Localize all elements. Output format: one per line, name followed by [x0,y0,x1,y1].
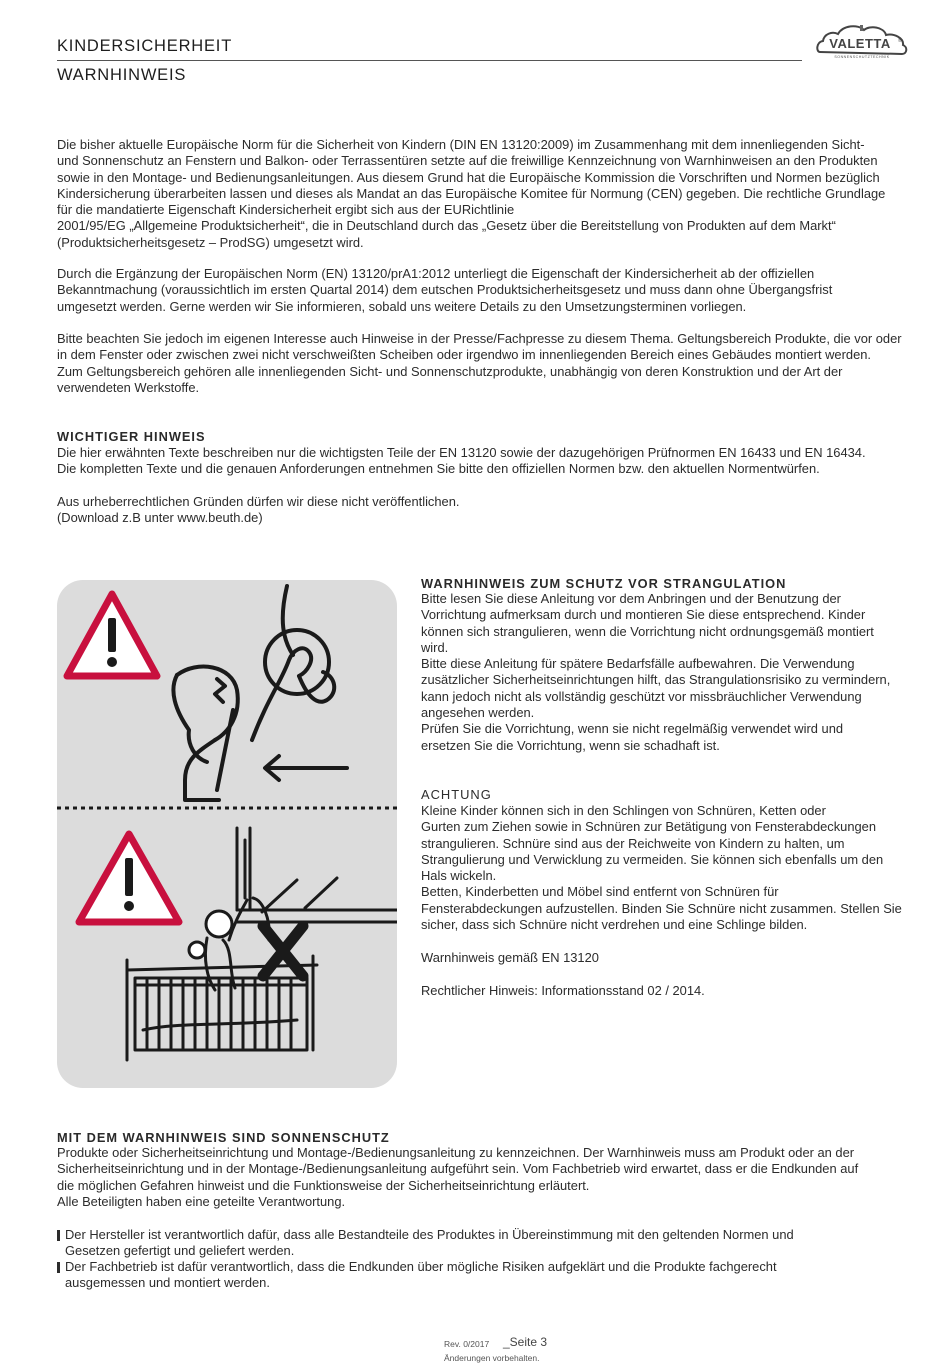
important-paragraph-2: Aus urheberrechtlichen Gründen dürfen wir diese nicht veröffentlichen. (Download z.B unter www.beuth.de) [57,494,460,526]
svg-text:®: ® [898,38,902,44]
bullet-marker [57,1230,60,1241]
legal-notice: Rechtlicher Hinweis: Informationsstand 02 / 2014. [421,983,705,998]
intro-paragraph-2: Durch die Ergänzung der Europäischen Norm (EN) 13120/prA1:2012 unterliegt die Eigenschaft der Kindersicherheit ab der offiziellen Bekanntmachung (voraussichtlich im ersten Quartal 2014) dem eutschen Produktsicherheitsgesetz und muss dann ohne Übergangsfrist umgesetzt werden. Gerne werden wir Sie informieren, sobald uns weitere Details zu den Umsetzungsterminen vorliegen. [57,266,833,314]
important-paragraph-1: Die hier erwähnten Texte beschreiben nur die wichtigsten Teile der EN 13120 sowie der dazugehörigen Prüfnormen EN 16433 und EN 16434. Die kompletten Texte und die genauen Anforderungen entnehmen Sie bitte den offiziellen Normen bzw. den aktuellen Normentwürfen. [57,445,866,477]
strangulation-text: Bitte lesen Sie diese Anleitung vor dem Anbringen und der Benutzung der Vorrichtung aufmerksam durch und montieren Sie diese entsprechend. Kinder können sich strangulieren, wenn die Vorrichtung nicht ordnungsgemäß montiert wird. Bitte diese Anleitung für spätere Bedarfsfälle aufbewahren. Die Verwendung zusätzlicher Sicherheitseinrichtungen hilft, das Strangulationsrisiko zu vermindern, kann jedoch nicht als vollständig geschützt vor missbräuchlicher Verwendung angesehen werden. Prüfen Sie die Vorrichtung, wenn sie nicht regelmäßig verwendet wird und ersetzen Sie die Vorrichtung, wenn sie schadhaft ist. [421,591,891,753]
bottom-heading: MIT DEM WARNHINWEIS SIND SONNENSCHUTZ [57,1130,390,1145]
page-subtitle: WARNHINWEIS [57,66,187,84]
page-number: _Seite 3 [503,1335,548,1349]
header-divider [57,60,802,61]
bullet-marker [57,1262,60,1273]
warning-triangle-icon [67,594,157,676]
attention-heading: ACHTUNG [421,787,492,802]
revision-label: Rev. 0/2017 [444,1339,490,1349]
bottom-paragraph: Produkte oder Sicherheitseinrichtung und Montage-/Bedienungsanleitung zu kennzeichnen. Der Warnhinweis muss am Produkt oder an der Sicherheitseinrichtung und in der Montage-/Bedienungsanleitung aufgeführt sein. Vom Fachbetrieb wird erwartet, dass er die Endkunden auf die möglichen Gefahren hinweist und die Funktionsweise der Sicherheitseinrichtung erläutert. Alle Beteiligten haben eine geteilte Verantwortung. [57,1145,859,1209]
norm-reference: Warnhinweis gemäß EN 13120 [421,950,599,965]
list-item: Der Fachbetrieb ist dafür verantwortlich, dass die Endkunden über mögliche Risiken aufgeklärt und die Produkte fachgerecht ausgemessen und montiert werden. [57,1259,925,1292]
svg-text:VALETTA: VALETTA [829,36,891,51]
svg-text:SONNENSCHUTZTECHNIK: SONNENSCHUTZTECHNIK [834,55,890,59]
child-strangulation-icon [173,586,347,800]
important-heading: WICHTIGER HINWEIS [57,429,206,444]
crib-window-icon [127,828,397,1060]
strangulation-heading: WARNHINWEIS ZUM SCHUTZ VOR STRANGULATION [421,576,787,591]
warning-triangle-icon-2 [79,834,179,922]
intro-paragraph-3: Bitte beachten Sie jedoch im eigenen Interesse auch Hinweise in der Presse/Fachpresse zu diesem Thema. Geltungsbereich Produkte, die vor oder in dem Fenster oder zwischen zwei nicht verschweißten Scheiben oder irgendwo im innenliegenden Bereich eines Gebäudes montiert werden. Zum Geltungsbereich gehören alle innenliegenden Sicht- und Sonnenschutzprodukte, unabhängig von deren Konstruktion und der Art der verwendeten Werkstoffe. [57,331,902,395]
footer-note: Änderungen vorbehalten. [444,1353,540,1363]
prohibited-x-icon [263,926,303,976]
list-item: Der Hersteller ist verantwortlich dafür, dass alle Bestandteile des Produktes in Übereinstimmung mit den geltenden Normen und Gesetzen gefertigt und geliefert werden. [57,1227,925,1260]
intro-paragraph-1: Die bisher aktuelle Europäische Norm für die Sicherheit von Kindern (DIN EN 13120:2009) im Zusammenhang mit dem innenliegenden Sicht- und Sonnenschutz an Fenstern und Balkon- oder Terrassentüren setzte auf die freiwillige Kennzeichnung von Warnhinweisen an den Produkten sowie in den Montage- und Bedienungsanleitungen. Aus diesem Grund hat die Europäische Kommission die Vorschriften und Normen bezüglich Kindersicherung überarbeiten lassen und dieses als Mandat an das Europäische Komitee für Normung (CEN) gegeben. Die rechtliche Grundlage für die mandatierte Eigenschaft Kindersicherheit ergibt sich aus der EURichtlinie 2001/95/EG „Allgemeine Produktsicherheit“, die in Deutschland durch das „Gesetz über die Bereitstellung von Produkten auf dem Markt“ (Produktsicherheitsgesetz – ProdSG) umgesetzt wird. [57,137,886,250]
valetta-logo [814,22,910,64]
page-title: KINDERSICHERHEIT [57,37,233,55]
attention-text: Kleine Kinder können sich in den Schlingen von Schnüren, Ketten oder Gurten zum Ziehen sowie in Schnüren zur Betätigung von Fensterabdeckungen strangulieren. Schnüre sind aus der Reichweite von Kindern zu halten, um Strangulierung und Verwicklung zu vermeiden. Sie können sich ebenfalls um den Hals wickeln. Betten, Kinderbetten und Möbel sind entfernt von Schnüren für Fensterabdeckungen aufzustellen. Binden Sie Schnüre nicht zusammen. Stellen Sie sicher, dass sich Schnüre nicht verdrehen und eine Schlinge bilden. [421,803,902,933]
warning-illustration-panel [57,580,397,1088]
